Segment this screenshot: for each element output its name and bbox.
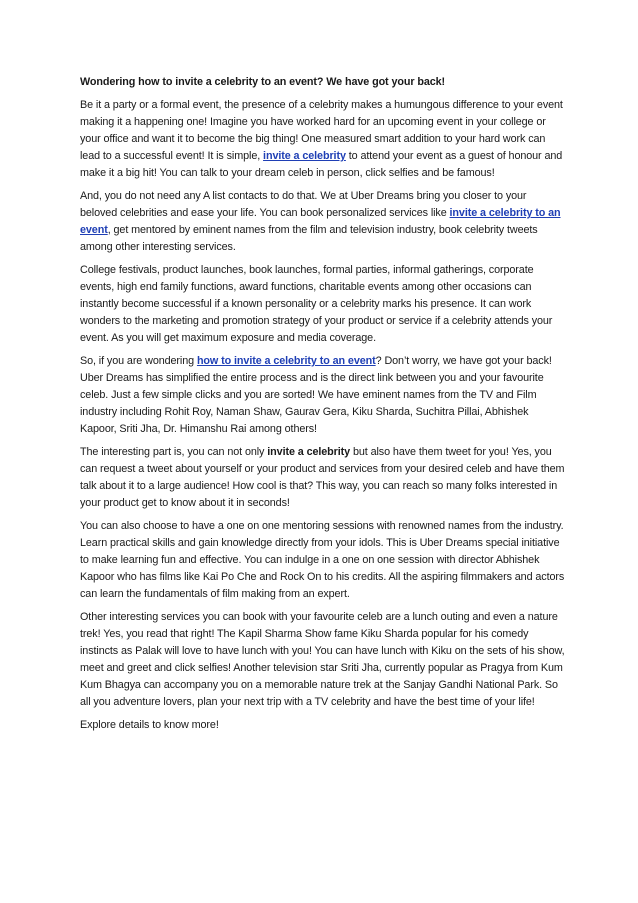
paragraph-1-text-a: Be it a party or a formal event, the presence of a celebrity makes a humungous difference to your event making it a happening one! Imagine you have worked hard for an upcoming event in your college or your office and want it to become the big thing! One measured smart addition to your hard work can lead to a successful event! It is simple, <box>80 99 563 162</box>
paragraph-4-text-b: ? Don’t worry, we have got your back! Uber Dreams has simplified the entire process and is the direct link between you and your favourite celeb. Just a few simple clicks and you are sorted! We have eminent names from the TV and Film industry including Rohit Roy, Naman Shaw, Gaurav Gera, Kiku Sharda, Suchitra Pillai, Abhishek Kapoor, Sriti Jha, Dr. Himanshu Rai among others! <box>80 355 552 435</box>
how-to-invite-celebrity-link[interactable]: how to invite a celebrity to an event <box>196 355 376 367</box>
paragraph-5-bold: invite a celebrity <box>267 446 351 458</box>
paragraph-2-text-b: , get mentored by eminent names from the film and television industry, book celebrity tweets among other interesting services. <box>80 224 538 253</box>
document-heading: Wondering how to invite a celebrity to an event? We have got your back! <box>80 76 446 88</box>
paragraph-2-text-a: And, you do not need any A list contacts to do that. We at Uber Dreams bring you closer to your beloved celebrities and ease your life. You can book personalized services like <box>80 190 527 219</box>
paragraph-5-text-a: The interesting part is, you can not only <box>80 446 268 458</box>
paragraph-1 <box>80 97 566 182</box>
paragraph-6: You can also choose to have a one on one mentoring sessions with renowned names from the industry. Learn practical skills and gain knowledge directly from your idols. This is Uber Dreams special initiative to make learning fun and effective. You can indulge in a one on one session with director Abhishek Kapoor who has films like Kai Po Che and Rock On to his credits. All the aspiring filmmakers and actors can learn the fundamentals of film making from an expert. <box>80 520 565 600</box>
paragraph-5-text-b: but also have them tweet for you! Yes, you can request a tweet about yourself or your product and services from your desired celeb and have them talk about it to a large audience! How cool is that? This way, you can reach so many folks interested in your product get to know about it in seconds! <box>80 446 565 509</box>
paragraph-8: Explore details to know more! <box>80 719 219 731</box>
invite-celebrity-event-link[interactable]: invite a celebrity to an event <box>80 207 561 236</box>
paragraph-2 <box>80 188 566 256</box>
paragraph-5 <box>80 444 566 512</box>
paragraph-4 <box>80 353 566 438</box>
invite-celebrity-link[interactable]: invite a celebrity <box>263 150 346 162</box>
paragraph-1-text-b: to attend your event as a guest of honour and make it a big hit! You can talk to your dream celeb in person, click selfies and be famous! <box>80 150 563 179</box>
paragraph-7: Other interesting services you can book with your favourite celeb are a lunch outing and even a nature trek! Yes, you read that right! The Kapil Sharma Show fame Kiku Sharda popular for his comedy instincts as Palak will love to have lunch with you! You can have lunch with Kiku on the sets of his show, meet and greet and click selfies! Another television star Sriti Jha, currently popular as Pragya from Kum Kum Bhagya can accompany you on a memorable nature trek at the Sanjay Gandhi National Park. So all you adventure lovers, plan your next trip with a TV celebrity and have the best time of your life! <box>80 611 565 708</box>
paragraph-4-text-a: So, if you are wondering <box>80 355 197 367</box>
paragraph-3: College festivals, product launches, book launches, formal parties, informal gatherings, corporate events, high end family functions, award functions, charitable events among other occasions can instantly become successful if a known personality or a celebrity marks his presence. It can work wonders to the marketing and promotion strategy of your product or service if a celebrity attends your event. As you will get maximum exposure and media coverage. <box>80 264 553 344</box>
